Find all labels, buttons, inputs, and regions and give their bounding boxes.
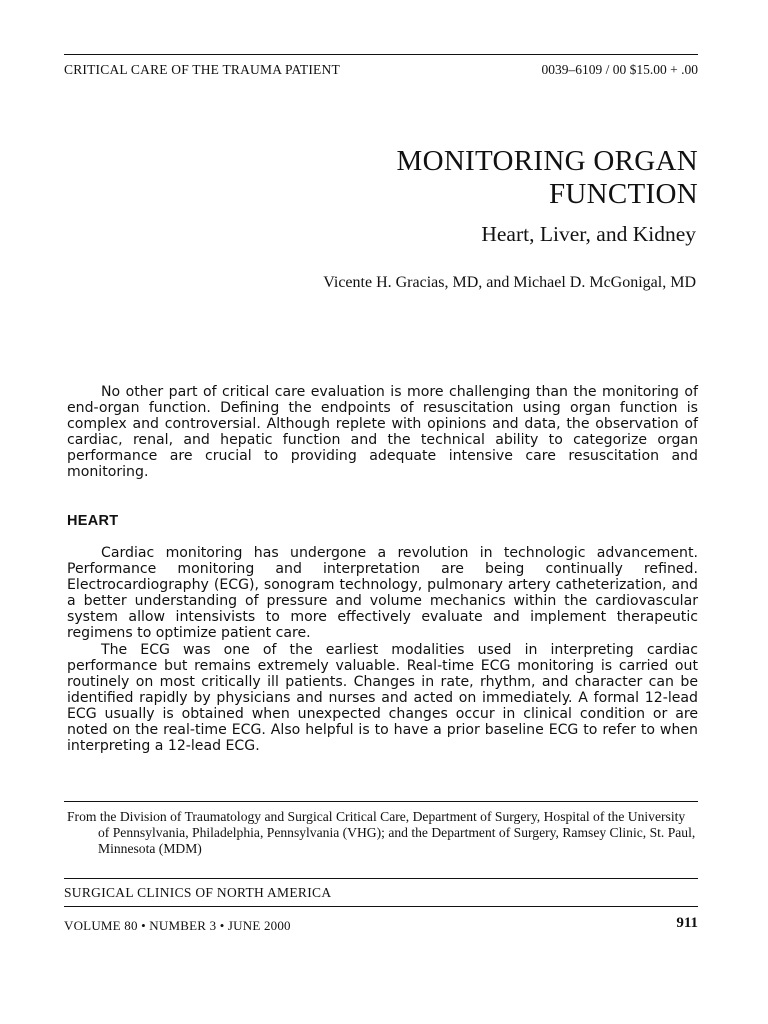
heart-section xyxy=(67,545,698,754)
intro-paragraph: No other part of critical care evaluation is more challenging than the monitoring of end-organ function. Defining the endpoints of resuscitation using organ function is complex and controversial. Although replete with opinions and data, the observation of cardiac, renal, and hepatic function and the technical ability to categorize organ performance are crucial to providing adequate intensive care resuscitation and monitoring. xyxy=(67,384,698,481)
article-title-line2: FUNCTION xyxy=(548,178,698,210)
article-subtitle: Heart, Liver, and Kidney xyxy=(481,222,696,246)
footnote-text: From the Division of Traumatology and Surgical Critical Care, Department of Surgery, Hospital of the University of Pennsylvania, Philadelphia, Pennsylvania (VHG); and the Department of Surgery, Ramsey Clinic, St. Paul, Minnesota (MDM) xyxy=(67,809,696,856)
heart-paragraph-1: Cardiac monitoring has undergone a revolution in technologic advancement. Performance monitoring and interpretation are being continually refined. Electrocardiography (ECG), sonogram technology, pulmonary artery catheterization, and a better understanding of pressure and volume mechanics within the cardiovascular system allow intensivists to more effectively evaluate and implement therapeutic regimens to optimize patient care. xyxy=(67,545,698,642)
affiliation-footnote xyxy=(67,809,698,857)
running-head-title: CRITICAL CARE OF THE TRAUMA PATIENT xyxy=(64,62,340,77)
article-title-line1: MONITORING ORGAN xyxy=(396,145,698,177)
journal-name: SURGICAL CLINICS OF NORTH AMERICA xyxy=(64,885,332,900)
top-rule xyxy=(64,54,698,55)
volume-info: VOLUME 80 • NUMBER 3 • JUNE 2000 xyxy=(64,918,291,933)
page-number: 911 xyxy=(676,915,698,931)
footnote-rule xyxy=(64,801,698,802)
heart-paragraph-2: The ECG was one of the earliest modalities used in interpreting cardiac performance but remains extremely valuable. Real-time ECG monitoring is carried out routinely on most critically ill patients. Changes in rate, rhythm, and character can be identified rapidly by physicians and nurses and acted on immediately. A formal 12-lead ECG usually is obtained when unexpected changes occur in clinical condition or are noted on the real-time ECG. Also helpful is to have a prior baseline ECG to refer to when interpreting a 12-lead ECG. xyxy=(67,641,698,755)
running-head-code: 0039–6109 / 00 $15.00 + .00 xyxy=(541,62,698,77)
footer-rule-top xyxy=(64,878,698,879)
section-heading-heart: HEART xyxy=(67,513,119,529)
article-title xyxy=(98,145,698,211)
article-authors: Vicente H. Gracias, MD, and Michael D. McGonigal, MD xyxy=(323,274,696,291)
intro-section xyxy=(67,384,698,481)
footer-rule-bottom xyxy=(64,906,698,907)
running-head xyxy=(64,62,698,82)
